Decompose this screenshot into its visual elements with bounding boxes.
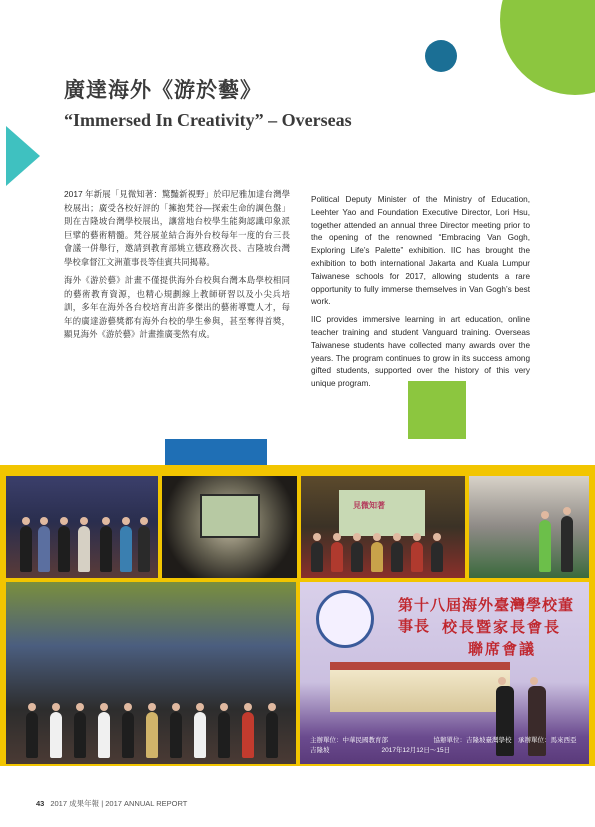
person-figure [50,712,62,758]
body-text-english [311,194,530,396]
person-figure [20,526,32,572]
person-figure [431,542,443,572]
person-figure [371,542,383,572]
person-figure [120,526,132,572]
green-circle-decoration [500,0,595,95]
page-title-english: “Immersed In Creativity” – Overseas [64,110,352,130]
person-figure [242,712,254,758]
photo-opening-ceremony [6,476,158,578]
person-figure [138,526,150,572]
stage-screen-text: 見微知著 [353,501,385,510]
paragraph-zh-1: 2017 年新展「見微知著：驚豔新視野」於印尼雅加達台灣學校展出；廣受各校好評的「擁抱梵谷—探索生命的調色盤」則在吉隆坡台灣學校展出，讓當地台校學生能夠認識印象派巨擘的藝術精髓。梵谷展並結合海外台校每年一度的台三長會議一併舉行，邀請到教育部姚立德政務次長、吉隆坡台灣學校拿督江文洲董事長等佳賓共同揭幕。 [64,189,290,267]
photo-large-group [6,582,296,764]
footer-label: 2017 成果年報 | 2017 ANNUAL REPORT [50,799,188,808]
body-text-chinese [64,188,290,347]
stage-screen [339,490,425,536]
person-figure [391,542,403,572]
school-building-image [330,662,510,712]
blue-bar-decoration [165,439,267,465]
school-seal-icon [316,590,374,648]
banner-footer-text: 主辦單位：中華民國教育部 協辦單位：吉隆坡臺灣學校 承辦單位：馬來西亞吉隆坡 2017年12月12日～15日 [310,737,577,754]
person-figure [98,712,110,758]
person-figure [100,526,112,572]
person-figure [78,526,90,572]
page-footer [36,798,187,809]
person-figure [266,712,278,758]
person-figure [122,712,134,758]
person-figure [331,542,343,572]
teal-triangle-decoration [6,126,40,186]
person-figure [194,712,206,758]
blue-dot-decoration [425,40,457,72]
person-figure [26,712,38,758]
yellow-strip-decoration [0,465,595,473]
person-figure [411,542,423,572]
person-figure [311,542,323,572]
person-figure [218,712,230,758]
paragraph-en-1: Political Deputy Minister of the Ministry of Education, Leehter Yao and Foundation Executive Director, Lori Hsu, together attended an annual three Director meeting prior to the opening of the renowned “Embracing Van Gogh, Exploring Life’s Palette” exhibition. IIC has brought the exhibition to both international Jakarta and Kuala Lumpur Taiwanese schools for 2017, allowing students a rare opportunity to fully immerse themselves in Van Gogh’s best work. [311,195,530,307]
page-number: 43 [36,799,45,808]
photo-students-exhibit [469,476,589,578]
banner-title-line3: 聯席會議 [468,640,537,658]
page-title-chinese: 廣達海外《游於藝》 [64,77,262,102]
projection-screen [200,494,260,538]
photo-video-screen [162,476,297,578]
paragraph-zh-2: 海外《游於藝》計畫不僅提供海外台校與台灣本島學校相同的藝術教育資源，也精心規劃線上教師研習以及小尖兵培訓，多年在海外各台校培育出許多傑出的藝術導覽人才，每年的廣達游藝獎都有海外台校的學生參與，甚至奪得首獎，顯見海外《游於藝》計畫推廣斐然有成。 [64,275,290,339]
person-figure [351,542,363,572]
person-figure [561,516,573,572]
person-figure [539,520,551,572]
person-figure [74,712,86,758]
person-figure [58,526,70,572]
paragraph-en-2: IIC provides immersive learning in art education, online teacher training and student Vanguard training. Overseas Taiwanese students have collected many awards over the years. The program continues to grow in its success among gifted students, supported over the history of this very unique program. [311,315,530,389]
photo-stage-group [301,476,465,578]
person-figure [146,712,158,758]
person-figure [38,526,50,572]
person-figure [170,712,182,758]
photo-conference-banner [300,582,589,764]
banner-title-line2: 校長暨家長會長 [442,618,562,636]
banner-title-line1: 第十八屆海外臺灣學校董事長 [398,596,575,635]
